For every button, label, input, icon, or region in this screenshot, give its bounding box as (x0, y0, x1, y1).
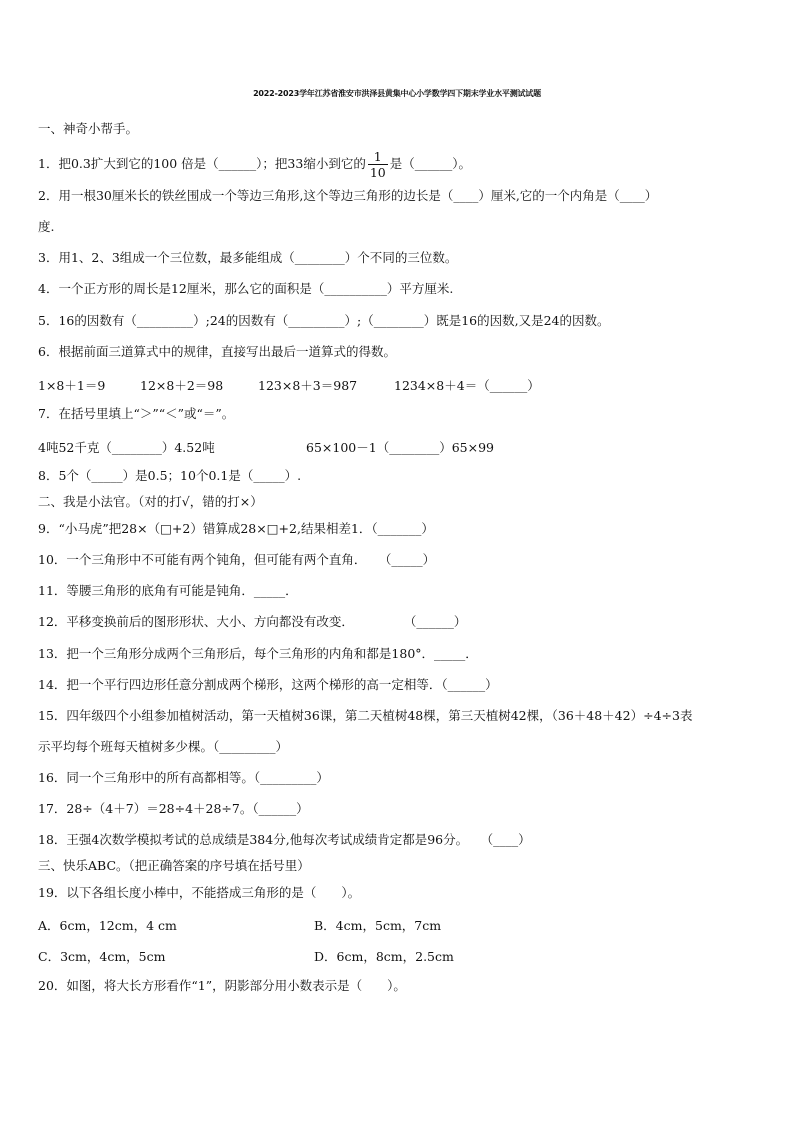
equation-2: 12×8＋2＝98 (140, 378, 224, 393)
option-b: B．4cm，5cm，7cm (314, 918, 442, 933)
question-7: 7．在括号里填上“＞”“＜”或“＝”。 (38, 406, 235, 421)
question-1-part1: 1．把0.3扩大到它的100 倍是（______）；把33缩小到它的 (38, 156, 366, 171)
exam-title: 2022-2023学年江苏省淮安市洪泽县黄集中心小学数学四下期末学业水平测试试题 (253, 89, 541, 98)
question-13: 13．把一个三角形分成两个三角形后，每个三角形的内角和都是180°．_____． (38, 646, 478, 661)
option-d: D．6cm，8cm，2.5cm (314, 949, 454, 964)
section-1-heading: 一、神奇小帮手。 (38, 121, 139, 136)
question-15-line2: 示平均每个班每天植树多少棵。（_________） (38, 739, 289, 754)
equation-4: 1234×8＋4＝（______） (394, 378, 540, 393)
question-15-line1: 15．四年级四个小组参加植树活动，第一天植树36课，第二天植树48棵，第三天植树42棵，（36＋48＋42）÷4÷3表 (38, 708, 693, 723)
question-7-a: 4吨52千克（________）4.52吨 (38, 440, 215, 455)
question-16: 16．同一个三角形中的所有高都相等。（_________） (38, 770, 329, 785)
question-14: 14．把一个平行四边形任意分割成两个梯形，这两个梯形的高一定相等．（______） (38, 677, 498, 692)
question-7-b: 65×100－1（________）65×99 (306, 440, 494, 455)
question-20: 20．如图，将大长方形看作“1”，阴影部分用小数表示是（ ）。 (38, 978, 406, 993)
section-3-heading: 三、快乐ABC。（把正确答案的序号填在括号里） (38, 858, 310, 873)
question-4: 4．一个正方形的周长是12厘米，那么它的面积是（__________）平方厘米. (38, 281, 454, 296)
fraction-numerator: 1 (373, 149, 382, 164)
question-6: 6．根据前面三道算式中的规律，直接写出最后一道算式的得数。 (38, 344, 396, 359)
question-19: 19．以下各组长度小棒中，不能搭成三角形的是（ ）。 (38, 885, 361, 900)
question-12: 12．平移变换前后的图形形状、大小、方向都没有改变． （______） (38, 614, 467, 629)
option-c: C．3cm，4cm，5cm (38, 949, 166, 964)
fraction-denominator: 10 (369, 165, 386, 180)
question-3: 3．用1、2、3组成一个三位数，最多能组成（________）个不同的三位数。 (38, 250, 458, 265)
question-1-part2: 是（______）。 (389, 156, 471, 171)
question-8: 8．5个（_____）是0.5；10个0.1是（_____）. (38, 468, 302, 483)
question-1 (38, 149, 471, 180)
equation-3: 123×8＋3＝987 (258, 378, 358, 393)
equation-1: 1×8＋1＝9 (38, 378, 106, 393)
question-9: 9．“小马虎”把28×（□+2）错算成28×□+2,结果相差1．（_______） (38, 521, 434, 536)
option-a: A．6cm，12cm，4 cm (38, 918, 177, 933)
question-10: 10．一个三角形中不可能有两个钝角，但可能有两个直角． （_____） (38, 552, 436, 567)
question-2-line2: 度. (38, 219, 55, 234)
section-2-heading: 二、我是小法官。（对的打√，错的打×） (38, 494, 263, 509)
question-18: 18．王强4次数学模拟考试的总成绩是384分,他每次考试成绩肯定都是96分。 （____） (38, 832, 531, 847)
question-5: 5．16的因数有（_________）;24的因数有（_________）;（________）既是16的因数,又是24的因数。 (38, 313, 610, 328)
question-2-line1: 2．用一根30厘米长的铁丝围成一个等边三角形,这个等边三角形的边长是（____）厘米,它的一个内角是（____） (38, 188, 658, 203)
question-11: 11．等腰三角形的底角有可能是钝角．_____． (38, 583, 298, 598)
question-17: 17．28÷（4＋7）＝28÷4＋28÷7。（______） (38, 801, 309, 816)
fraction (368, 149, 388, 180)
